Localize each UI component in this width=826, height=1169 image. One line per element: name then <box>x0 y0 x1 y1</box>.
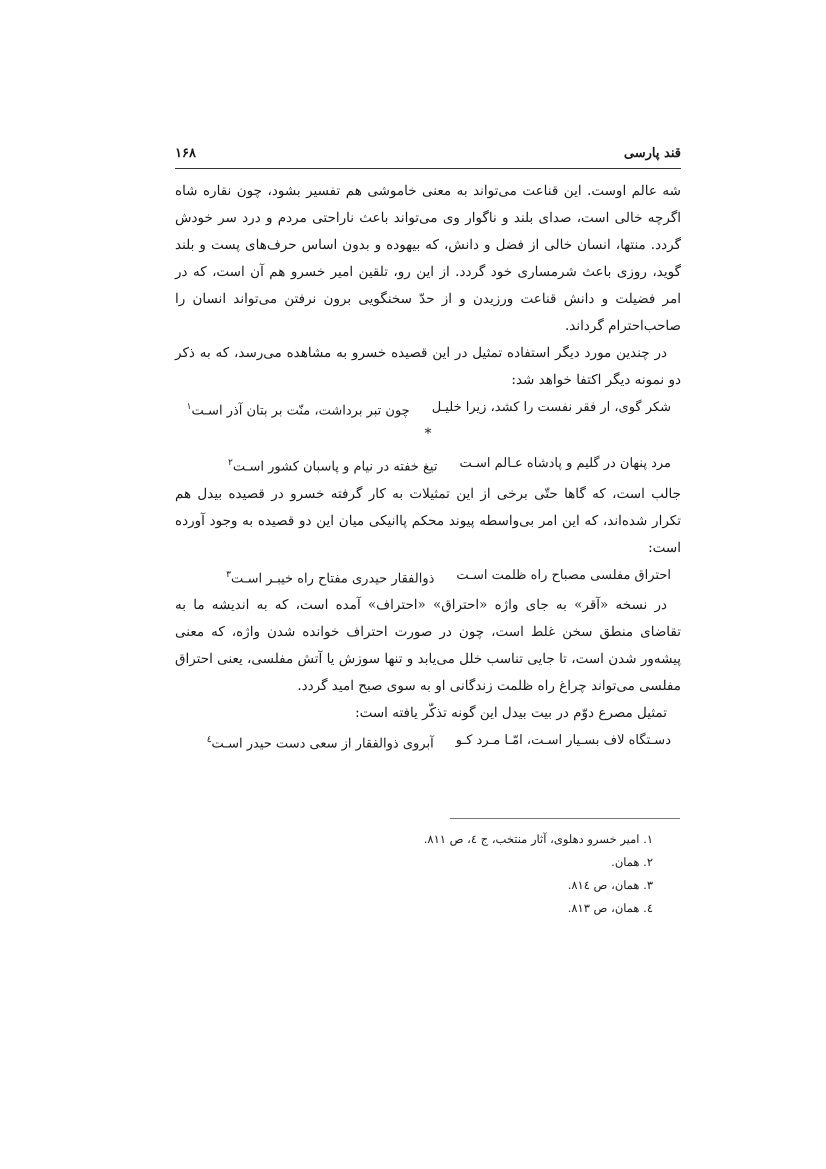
footnote-1: ۱. امیر خسرو دهلوی، آثار منتخب، ج ٤، ص ۸۱۱. <box>423 832 653 846</box>
footnote-4: ٤. همان، ص ۸۱۳. <box>567 901 653 915</box>
footnote-ref-2: ۲ <box>228 458 233 469</box>
verse-4-hemistich-1: دسـتگاه لاف بسـیار اسـت، امّـا مـرد کـو <box>455 732 671 748</box>
verse-4 <box>175 727 681 757</box>
paragraph-5: تمثیل مصرع دوّم در بیت بیدل این گونه تذکّر یافته است: <box>355 704 667 721</box>
paragraph-3: جالب است، که گاها حتّی برخی از این تمثیلات به کار گرفته خسرو در قصیده بیدل هم تکرار شده‌اند، که این امر بی‌واسطه پیوند محکم پاانیکی میان این دو قصیده به وجود آورده است: <box>175 485 681 556</box>
paragraph-1: شه عالم اوست. این قناعت می‌تواند به معنی خاموشی هم تفسیر بشود، چون نقاره شاه اگرچه خالی است، صدای بلند و ناگوار وی می‌تواند باعث ناراحتی مردم و درد سر خودش گردد. منتها، انسان خالی از فضل و دانش، که بیهوده و بدون اساس حرف‌های پست و بلند گوید، روزی باعث شرمساری خود گردد. از این رو، تلقین امیر خسرو هم آن است، که در امر فضیلت و دانش قناعت ورزیدن و از حدّ سخنگویی برون نرفتن می‌تواند انسان را صاحب‌احترام گرداند. <box>175 183 681 334</box>
footnote-ref-3: ۳ <box>226 569 231 580</box>
verse-separator: * <box>424 426 432 443</box>
verse-4-hemistich-2: آبروی ذوالفقار از سعی دست حیدر اسـت$^٤$ <box>206 734 434 752</box>
main-text <box>175 178 681 757</box>
footnote-2: ۲. همان. <box>611 855 653 869</box>
footnote-3: ۳. همان، ص ۸۱٤. <box>567 878 653 892</box>
verse-1-hemistich-1: شکر گوی، ار فقر نفست را کشد، زیرا خلیـل <box>431 400 671 415</box>
verse-3 <box>175 562 681 592</box>
verse-2-hemistich-2: تیغ خفته در نیام و پاسبان کشور اسـت$^۲$ <box>228 458 438 475</box>
verse-1-hemistich-2: چون تبر برداشت، منّت بر بتان آذر اسـت$^۱$ <box>186 402 410 419</box>
footnote-ref-1: ۱ <box>186 402 192 412</box>
footnote-ref-4: ٤ <box>206 734 212 745</box>
footnotes <box>175 828 653 920</box>
verse-3-hemistich-1: احتراق مفلسی مصباح راه ظلمت اسـت <box>456 567 671 583</box>
footnote-divider <box>450 818 680 819</box>
verse-2-hemistich-1: مرد پنهان در گلیم و پادشاه عـالم اسـت <box>459 456 671 472</box>
page-number: ۱۶۸ <box>175 146 196 161</box>
verse-3-hemistich-2: ذوالفقار حیدری مفتاح راه خیبـر اسـت$^۳$ <box>226 569 435 586</box>
verse-1 <box>175 394 681 424</box>
page-header <box>175 146 681 169</box>
verse-2 <box>175 450 681 480</box>
running-title: قند پارسی <box>623 146 681 161</box>
paragraph-2: در چندین مورد دیگر استفاده تمثیل در این قصیده خسرو به مشاهده می‌رسد، که به ذکر دو نمونه دیگر اکتفا خواهد شد: <box>175 345 681 388</box>
paragraph-4: در نسخه «آقر» به جای واژه «احتراق» «احتراف» آمده است، که به اندیشه ما به تقاضای منطق سخن غلط است، چون در صورت احتراف خوانده شدن واژه، که معنی پیشه‌ور شدن است، تا جایی تناسب خلل می‌یابد و تنها سوزش یا آتش مفلسی، یعنی احتراق مفلسی می‌تواند چراغ راه ظلمت زندگانی او به سوی صبح امید گردد. <box>175 596 681 694</box>
